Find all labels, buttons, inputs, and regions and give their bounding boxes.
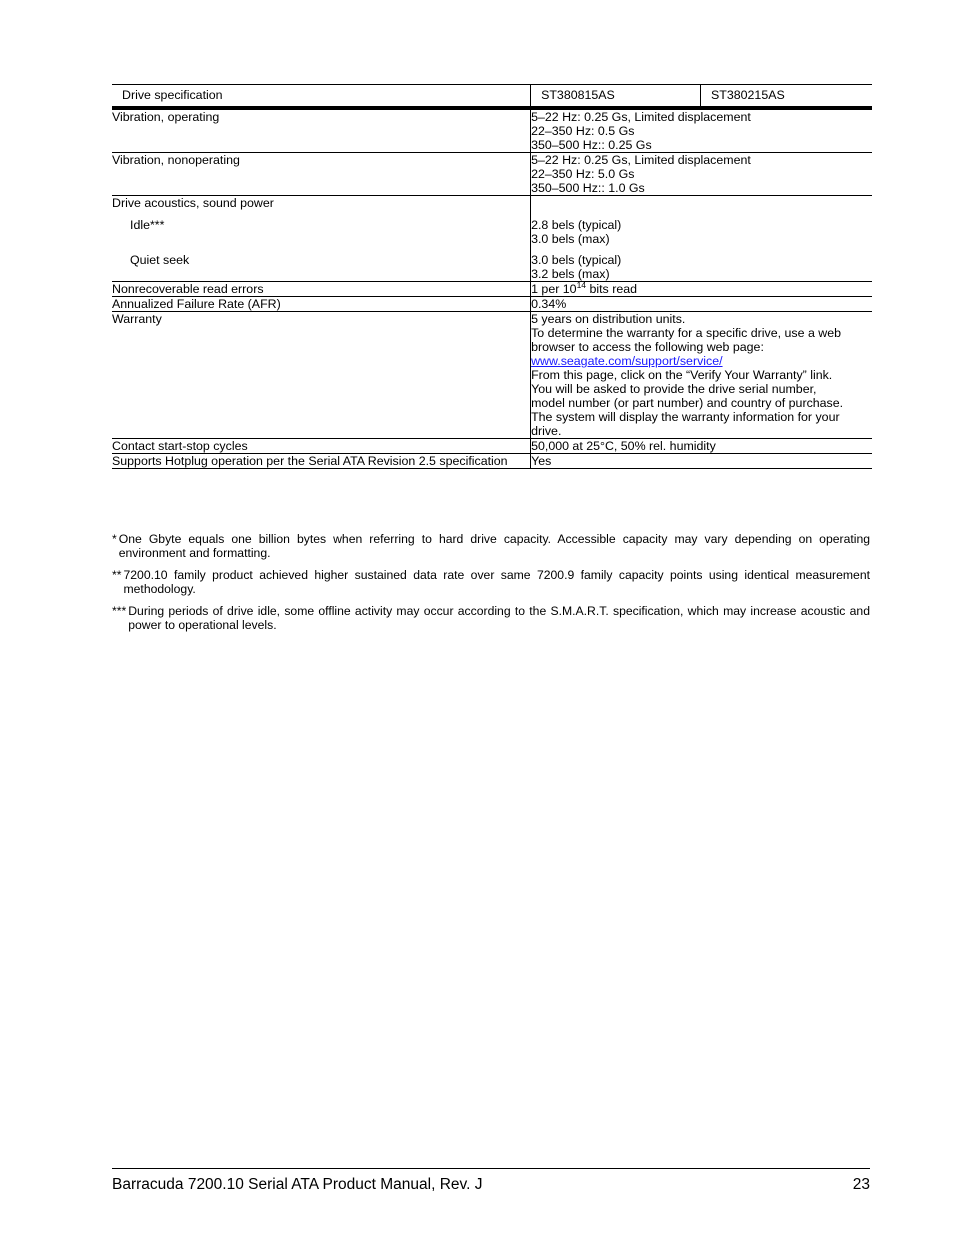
row-value-line: 22–350 Hz: 0.5 Gs	[531, 124, 635, 138]
row-value-line: 5 years on distribution units.	[531, 312, 686, 326]
row-value-line: 22–350 Hz: 5.0 Gs	[531, 167, 635, 181]
row-value-line: drive.	[531, 424, 562, 438]
footnote-text: One Gbyte equals one billion bytes when referring to hard drive capacity. Accessible capacity may vary depending on operating environment and formatting.	[118, 532, 870, 560]
table-row	[112, 153, 872, 196]
row-value-line: 3.2 bels (max)	[531, 267, 610, 281]
footer-title: Barracuda 7200.10 Serial ATA Product Manual, Rev. J	[112, 1176, 483, 1193]
table-row	[112, 196, 872, 282]
row-value: 0.34%	[531, 297, 872, 312]
row-value-line: 3.0 bels (typical)	[531, 253, 622, 267]
row-value-line: 350–500 Hz:: 1.0 Gs	[531, 181, 645, 195]
row-value-line: 2.8 bels (typical)	[531, 218, 622, 232]
footnote	[112, 604, 870, 632]
row-label: Annualized Failure Rate (AFR)	[112, 297, 531, 312]
table-row	[112, 312, 872, 439]
row-label: Vibration, operating	[112, 108, 531, 153]
header-model-2: ST380215AS	[711, 88, 785, 102]
row-value-line: 5–22 Hz: 0.25 Gs, Limited displacement	[531, 110, 751, 124]
row-label: Contact start-stop cycles	[112, 439, 531, 454]
footnote-text: During periods of drive idle, some offline activity may occur according to the S.M.A.R.T. specification, which may increase acoustic and power to operational levels.	[128, 604, 870, 632]
table-header-row	[112, 85, 872, 109]
footnote-mark: **	[112, 568, 122, 582]
table-row	[112, 454, 872, 469]
table-row	[112, 108, 872, 153]
footnote	[112, 532, 870, 560]
row-value: Yes	[531, 454, 872, 469]
row-value-line: 3.0 bels (max)	[531, 232, 610, 246]
row-value-line: 5–22 Hz: 0.25 Gs, Limited displacement	[531, 153, 751, 167]
footnote	[112, 568, 870, 596]
drive-spec-table	[112, 84, 872, 469]
warranty-link[interactable]: www.seagate.com/support/service/	[531, 354, 723, 368]
exponent: 14	[576, 280, 587, 290]
header-spec-label: Drive specification	[122, 88, 223, 102]
row-value-line: model number (or part number) and country of purchase.	[531, 396, 844, 410]
row-label: Nonrecoverable read errors	[112, 282, 531, 297]
row-value: 50,000 at 25°C, 50% rel. humidity	[531, 439, 872, 454]
header-model-1: ST380815AS	[541, 88, 615, 102]
row-label: Vibration, nonoperating	[112, 153, 531, 196]
row-value-line: 350–500 Hz:: 0.25 Gs	[531, 138, 652, 152]
row-value-line: From this page, click on the “Verify Your Warranty” link.	[531, 368, 833, 382]
table-row	[112, 439, 872, 454]
row-value-line: The system will display the warranty information for your	[531, 410, 840, 424]
row-label: Warranty	[112, 312, 531, 439]
table-row	[112, 282, 872, 297]
footer-rule	[112, 1168, 870, 1169]
row-value-line: browser to access the following web page:	[531, 340, 764, 354]
footnote-mark: ***	[112, 604, 127, 618]
row-value-line: You will be asked to provide the drive serial number,	[531, 382, 817, 396]
row-value: 1 per $10^{14}$ bits read	[531, 282, 872, 297]
row-label: Drive acoustics, sound power	[112, 196, 274, 210]
table-row	[112, 297, 872, 312]
footnote-text: 7200.10 family product achieved higher sustained data rate over same 7200.9 family capacity points using identical measurement methodology.	[123, 568, 870, 596]
page-number: 23	[852, 1176, 870, 1193]
row-sublabel-idle: Idle***	[130, 218, 165, 232]
row-value-line: To determine the warranty for a specific drive, use a web	[531, 326, 842, 340]
footnotes	[112, 532, 870, 640]
row-label: Supports Hotplug operation per the Serial ATA Revision 2.5 specification	[112, 454, 531, 469]
footnote-mark: *	[112, 532, 117, 546]
row-sublabel-quiet-seek: Quiet seek	[130, 253, 190, 267]
